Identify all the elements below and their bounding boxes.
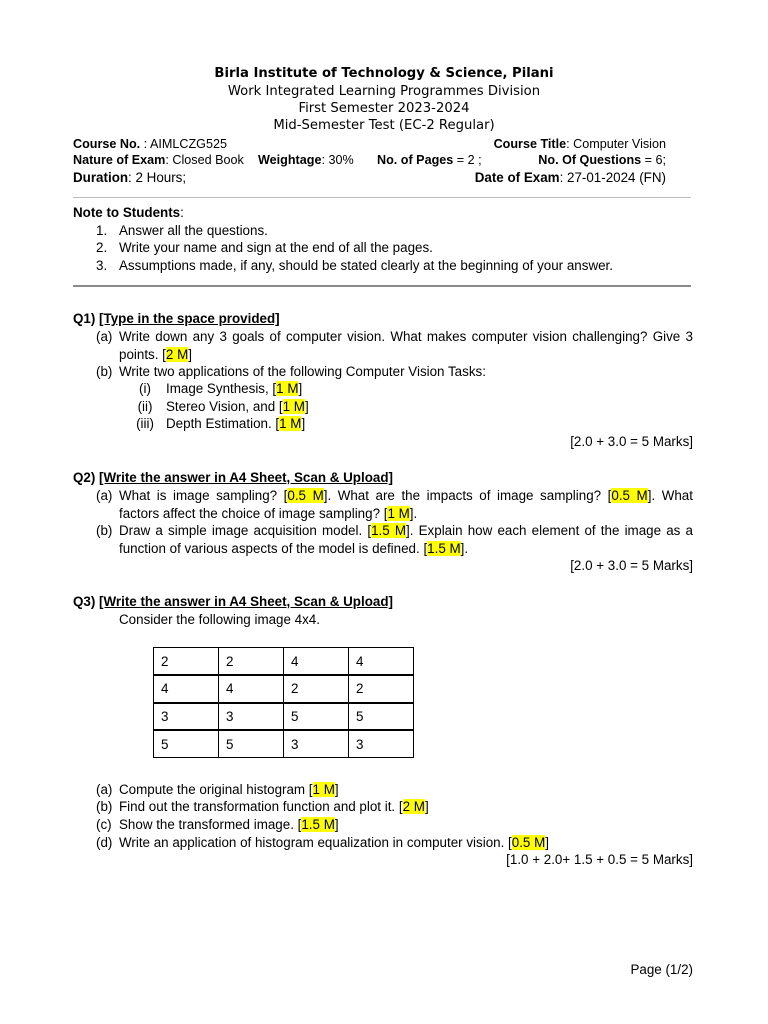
meta-row-1 (73, 137, 666, 151)
mark-badge: 1 M (279, 416, 302, 431)
mark-badge: 0.5 M (611, 488, 648, 503)
mark-badge: 1 M (276, 381, 299, 396)
q1-a-text: Write down any 3 goals of computer vision. What makes computer vision challenging? Give 3 points. [2 M] (119, 329, 693, 362)
division-title: Work Integrated Learning Programmes Division (227, 84, 541, 99)
q2-a-label: (a) (96, 488, 113, 503)
mark-badge: 0.5 M (287, 488, 324, 503)
q2-marks: [2.0 + 3.0 = 5 Marks] (570, 558, 693, 573)
q3-part-label: (c) (96, 817, 112, 832)
meta-row-2 (73, 153, 666, 167)
q3-part-text: Show the transformed image. [1.5 M] (119, 817, 339, 832)
matrix-row (154, 730, 414, 758)
q1-sub-num: (ii) (137, 399, 153, 414)
q1-sub-text: Depth Estimation. [1 M] (166, 416, 306, 431)
page-number: Page (1/2) (630, 962, 693, 977)
q3-heading: Q3) [Write the answer in A4 Sheet, Scan & Upload] (73, 594, 393, 609)
matrix-cell: 3 (349, 730, 414, 758)
image-matrix (153, 647, 414, 758)
institute-title: Birla Institute of Technology & Science, Pilani (214, 66, 554, 81)
q1-marks: [2.0 + 3.0 = 5 Marks] (570, 434, 693, 449)
q1-a-label: (a) (96, 329, 113, 344)
matrix-cell: 4 (154, 675, 219, 703)
q1-sub-num: (iii) (136, 416, 154, 431)
semester-title: First Semester 2023-2024 (298, 101, 470, 116)
matrix-row (154, 648, 414, 676)
date-of-exam: Date of Exam: 27-01-2024 (FN) (474, 170, 666, 185)
matrix-row (154, 703, 414, 731)
test-title: Mid-Semester Test (EC-2 Regular) (273, 118, 495, 133)
q3-marks: [1.0 + 2.0+ 1.5 + 0.5 = 5 Marks] (506, 852, 693, 867)
mark-badge: 1.5 M (371, 523, 407, 538)
mark-badge: 1 M (387, 505, 410, 521)
mark-badge: 1 M (282, 399, 305, 414)
q1-sub-num: (i) (139, 381, 151, 396)
q3-part-text: Find out the transformation function and plot it. [2 M] (119, 799, 429, 814)
matrix-cell: 2 (284, 675, 349, 703)
mark-badge: 2 M (165, 346, 189, 362)
course-no: Course No. : AIMLCZG525 (73, 137, 227, 151)
mark-badge: 1 M (312, 782, 335, 797)
no-of-pages: No. of Pages = 2 ; (377, 153, 482, 167)
q2-b-text: Draw a simple image acquisition model. [1.5 M]. Explain how each element of the image as a function of various aspects of the model is defined. [1.5 M]. (119, 523, 693, 556)
course-title: Course Title: Computer Vision (493, 137, 666, 151)
matrix-cell: 2 (154, 648, 219, 676)
q1-sub-text: Stereo Vision, and [1 M] (166, 399, 309, 414)
matrix-cell: 3 (284, 730, 349, 758)
no-of-questions: No. Of Questions = 6; (538, 153, 666, 167)
q1-heading: Q1) [Type in the space provided] (73, 311, 280, 326)
q1-b-label: (b) (96, 364, 113, 379)
matrix-cell: 4 (349, 648, 414, 676)
q3-part-text: Compute the original histogram [1 M] (119, 782, 339, 797)
q1-b-text: Write two applications of the following Computer Vision Tasks: (119, 364, 486, 379)
nature-of-exam: Nature of Exam: Closed Book (73, 153, 244, 167)
duration: Duration: 2 Hours; (73, 170, 187, 185)
weightage: Weightage: 30% (258, 153, 354, 167)
matrix-cell: 5 (219, 730, 284, 758)
mark-badge: 1.5 M (301, 817, 335, 832)
q3-part-label: (b) (96, 799, 113, 814)
divider-notes (73, 285, 691, 287)
q1-sub-text: Image Synthesis, [1 M] (166, 381, 303, 396)
q3-part-label: (d) (96, 835, 113, 850)
mark-badge: 0.5 M (511, 835, 546, 850)
mark-badge: 2 M (402, 799, 425, 814)
matrix-cell: 2 (349, 675, 414, 703)
matrix-cell: 3 (219, 703, 284, 731)
q3-part-text: Write an application of histogram equalization in computer vision. [0.5 M] (119, 835, 549, 850)
matrix-cell: 2 (219, 648, 284, 676)
meta-row-3 (73, 170, 666, 185)
q3-part-label: (a) (96, 782, 113, 797)
matrix-cell: 3 (154, 703, 219, 731)
q2-b-label: (b) (96, 523, 113, 538)
notes-heading: Note to Students: (73, 205, 184, 220)
matrix-cell: 5 (349, 703, 414, 731)
q2-a-text: What is image sampling? [0.5 M]. What are the impacts of image sampling? [0.5 M]. What factors affect the choice of image sampling? [1 M]. (119, 488, 693, 521)
matrix-cell: 5 (284, 703, 349, 731)
q3-intro: Consider the following image 4x4. (119, 612, 320, 627)
divider-top (73, 197, 691, 198)
matrix-cell: 5 (154, 730, 219, 758)
matrix-cell: 4 (284, 648, 349, 676)
q2-heading: Q2) [Write the answer in A4 Sheet, Scan & Upload] (73, 470, 393, 485)
matrix-cell: 4 (219, 675, 284, 703)
mark-badge: 1.5 M (427, 540, 461, 556)
matrix-row (154, 675, 414, 703)
